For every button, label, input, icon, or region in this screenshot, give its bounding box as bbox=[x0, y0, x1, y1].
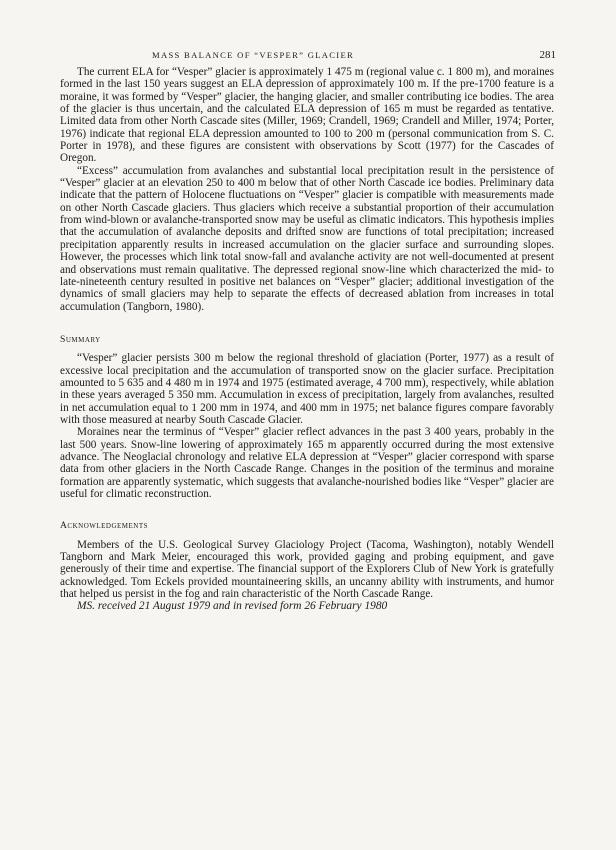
acknowledgements-heading: Acknowledgements bbox=[60, 520, 149, 532]
body-paragraph: “Excess” accumulation from avalanches and substantial local precipitation result in the persistence of “Vesper” glacier at an elevation 250 to 400 m below that of other North Cascade ice bodies. Preliminary data indicate that the pattern of Holocene fluctuations on “Vesper” glacier is compatible with measurements made on other North Cascade glaciers. Thus glaciers which receive a substantial proportion of their accumulation from wind-blown or avalanche-transported snow may be useful as climatic indicators. This hypothesis implies that the accumulation of avalanche deposits and drifted snow are functions of total precipitation; increased precipitation apparently results in increased accumulation on the glacier surface and surrounding slopes. However, the processes which link total snow-fall and avalanche activity are not well-documented at present and observations must remain qualitative. The depressed regional snow-line which characterized the mid- to late-nineteenth century resulted in positive net balances on “Vesper” glacier; additional investigation of the dynamics of small glaciers may help to separate the effects of decreased ablation from increases in total accumulation (Tangborn, 1980). bbox=[60, 164, 554, 313]
running-title: MASS BALANCE OF “VESPER” GLACIER bbox=[152, 50, 355, 60]
page-number: 281 bbox=[539, 49, 556, 61]
body-paragraph: The current ELA for “Vesper” glacier is approximately 1 475 m (regional value c. 1 800 m), and moraines formed in the last 150 years suggest an ELA depression of approximately 100 m. If the pre-1700 feature is a moraine, it was formed by “Vesper” glacier, the hanging glacier, and smaller contributing ice bodies. The area of the glacier is thus uncertain, and the calculated ELA depression of 165 m must be regarded as tentative. Limited data from other North Cascade sites (Miller, 1969; Crandell, 1969; Crandell and Miller, 1974; Porter, 1976) indicate that regional ELA depression amounted to 100 to 200 m (personal communication from S. C. Porter in 1978), and these figures are consistent with observations by Scott (1977) for the Cascades of Oregon. bbox=[60, 66, 554, 165]
summary-paragraph: “Vesper” glacier persists 300 m below the regional threshold of glaciation (Porter, 1977) as a result of excessive local precipitation and the accumulation of transported snow on the glacier surface. Precipitation amounted to 5 635 and 4 480 m in 1974 and 1975 (estimated average, 4 700 mm), respectively, while ablation in these years averaged 5 350 mm. Accumulation in excess of precipitation, largely from avalanches, resulted in net accumulation equal to 1 200 mm in 1974, and 400 mm in 1975; net balance figures compare favorably with those measured at nearby South Cascade Glacier. bbox=[60, 352, 554, 426]
received-note: MS. received 21 August 1979 and in revised form 26 February 1980 bbox=[77, 600, 388, 613]
summary-heading: Summary bbox=[60, 333, 101, 345]
running-head bbox=[0, 50, 616, 64]
acknowledgements-paragraph: Members of the U.S. Geological Survey Glaciology Project (Tacoma, Washington), notably Wendell Tangborn and Mark Meier, encouraged this work, provided gaging and probing equipment, and gave generously of their time and expertise. The financial support of the Explorers Club of New York is gratefully acknowledged. Tom Eckels provided mountaineering skills, an uncanny ability with instruments, and humor that helped us persist in the fog and rain characteristic of the North Cascade Range. bbox=[60, 538, 554, 601]
text-column bbox=[60, 66, 554, 613]
summary-paragraph: Moraines near the terminus of “Vesper” glacier reflect advances in the past 3 400 years, probably in the last 500 years. Snow-line lowering of approximately 165 m apparently occurred during the most extensive advance. The Neoglacial chronology and relative ELA depression at “Vesper” glacier correspond with sparse data from other glaciers in the North Cascade Range. Changes in the position of the terminus and moraine formation are apparently systematic, which suggests that avalanche-nourished bodies like “Vesper” glacier are useful for climatic reconstruction. bbox=[60, 426, 554, 500]
